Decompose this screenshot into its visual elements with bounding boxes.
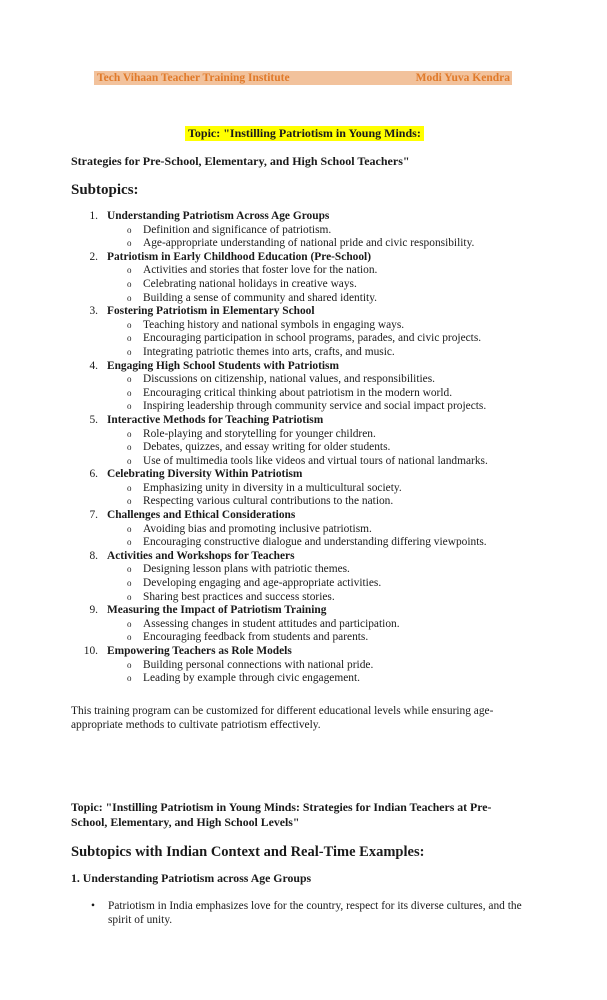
sub-item-text: Leading by example through civic engagement. bbox=[143, 672, 360, 685]
bullet-dot: • bbox=[91, 900, 95, 912]
sub-item-text: Building personal connections with national pride. bbox=[143, 658, 374, 671]
sub-item-text: Emphasizing unity in diversity in a multicultural society. bbox=[143, 481, 402, 494]
sub-bullet-icon: o bbox=[127, 442, 132, 453]
section-number: 1. bbox=[89, 210, 98, 222]
indian-context-subtopics-heading: Subtopics with Indian Context and Real-Time Examples: bbox=[71, 844, 425, 860]
sub-bullet-icon: o bbox=[127, 523, 132, 534]
outline-sub-item bbox=[0, 400, 607, 414]
sub-bullet-icon: o bbox=[127, 278, 132, 289]
section-title: Activities and Workshops for Teachers bbox=[107, 549, 295, 562]
outline-sub-item bbox=[0, 292, 607, 306]
sub-item-text: Debates, quizzes, and essay writing for older students. bbox=[143, 441, 391, 454]
outline-sub-item bbox=[0, 618, 607, 632]
section-title: Fostering Patriotism in Elementary School bbox=[107, 305, 315, 318]
sub-bullet-icon: o bbox=[127, 319, 132, 330]
section-heading: 1. Understanding Patriotism across Age Groups bbox=[71, 871, 312, 885]
sub-item-text: Encouraging constructive dialogue and understanding differing viewpoints. bbox=[143, 536, 487, 549]
sub-item-text: Celebrating national holidays in creative ways. bbox=[143, 277, 357, 290]
sub-item-text: Activities and stories that foster love for the nation. bbox=[143, 264, 378, 277]
outline-section bbox=[0, 210, 607, 224]
second-topic-title: Topic: "Instilling Patriotism in Young Minds: Strategies for Indian Teachers at Pre-School, Elementary, and High School Levels" bbox=[71, 800, 492, 829]
section-title: Patriotism in Early Childhood Education (Pre-School) bbox=[107, 250, 372, 263]
section-title: Empowering Teachers as Role Models bbox=[107, 645, 292, 657]
sub-bullet-icon: o bbox=[127, 224, 132, 235]
sub-bullet-icon: o bbox=[127, 591, 132, 602]
section-title: Understanding Patriotism Across Age Groups bbox=[107, 210, 330, 222]
section-number: 7. bbox=[89, 509, 98, 522]
header-organization-name: Modi Yuva Kendra bbox=[415, 72, 510, 84]
sub-bullet-icon: o bbox=[127, 428, 132, 439]
sub-bullet-icon: o bbox=[127, 496, 132, 507]
sub-item-text: Integrating patriotic themes into arts, crafts, and music. bbox=[143, 345, 395, 358]
outline-sub-item bbox=[0, 577, 607, 591]
sub-item-text: Definition and significance of patriotism. bbox=[143, 223, 332, 236]
sub-bullet-icon: o bbox=[127, 387, 132, 398]
topic-subtitle: Strategies for Pre-School, Elementary, and High School Teachers" bbox=[71, 154, 410, 168]
outline-section bbox=[0, 414, 607, 428]
outline-section bbox=[0, 550, 607, 564]
outline-sub-item bbox=[0, 563, 607, 577]
outline-sub-item bbox=[0, 672, 607, 686]
sub-bullet-icon: o bbox=[127, 632, 132, 643]
sub-bullet-icon: o bbox=[127, 578, 132, 589]
sub-item-text: Encouraging critical thinking about patriotism in the modern world. bbox=[143, 386, 453, 399]
outline-sub-item bbox=[0, 441, 607, 455]
section-number: 2. bbox=[89, 250, 98, 263]
sub-item-text: Use of multimedia tools like videos and virtual tours of national landmarks. bbox=[143, 454, 488, 467]
sub-bullet-icon: o bbox=[127, 455, 132, 466]
section-number: 8. bbox=[89, 549, 98, 562]
sub-item-text: Encouraging participation in school programs, parades, and civic projects. bbox=[143, 332, 482, 345]
sub-bullet-icon: o bbox=[127, 333, 132, 344]
outline-section bbox=[0, 468, 607, 482]
sub-bullet-icon: o bbox=[127, 238, 132, 249]
sub-item-text: Assessing changes in student attitudes and participation. bbox=[143, 617, 400, 630]
sub-item-text: Sharing best practices and success stories. bbox=[143, 590, 335, 603]
outline-sub-item bbox=[0, 224, 607, 238]
outline-section bbox=[0, 645, 607, 659]
sub-item-text: Developing engaging and age-appropriate activities. bbox=[143, 577, 382, 590]
outline-sub-item bbox=[0, 523, 607, 537]
outline-sub-item bbox=[0, 659, 607, 673]
sub-bullet-icon: o bbox=[127, 346, 132, 357]
topic-title-highlighted: Topic: "Instilling Patriotism in Young Minds: bbox=[185, 126, 424, 141]
subtopics-heading: Subtopics: bbox=[71, 182, 139, 198]
sub-bullet-icon: o bbox=[127, 401, 132, 412]
sub-item-text: Avoiding bias and promoting inclusive patriotism. bbox=[143, 522, 372, 535]
section-number: 3. bbox=[89, 305, 98, 318]
section-title: Measuring the Impact of Patriotism Training bbox=[107, 604, 327, 617]
outline-sub-item bbox=[0, 495, 607, 509]
outline-section bbox=[0, 604, 607, 618]
sub-bullet-icon: o bbox=[127, 659, 132, 670]
outline-sub-item bbox=[0, 482, 607, 496]
sub-item-text: Respecting various cultural contributions to the nation. bbox=[143, 495, 394, 508]
outline-sub-item bbox=[0, 373, 607, 387]
outline-sub-item bbox=[0, 455, 607, 469]
outline-sub-item bbox=[0, 319, 607, 333]
outline-sub-item bbox=[0, 536, 607, 550]
sub-item-text: Discussions on citizenship, national values, and responsibilities. bbox=[143, 373, 436, 386]
subtopics-outline bbox=[0, 210, 607, 686]
outline-sub-item bbox=[0, 428, 607, 442]
bullet-item bbox=[91, 899, 531, 927]
outline-section bbox=[0, 360, 607, 374]
outline-sub-item bbox=[0, 264, 607, 278]
outline-sub-item bbox=[0, 278, 607, 292]
outline-sub-item bbox=[0, 346, 607, 360]
sub-item-text: Building a sense of community and shared identity. bbox=[143, 291, 377, 304]
section-title: Celebrating Diversity Within Patriotism bbox=[107, 468, 303, 481]
section-number: 6. bbox=[89, 468, 98, 481]
sub-bullet-icon: o bbox=[127, 564, 132, 575]
section-number: 4. bbox=[89, 359, 98, 372]
outline-sub-item bbox=[0, 631, 607, 645]
section-number: 10. bbox=[83, 645, 98, 657]
section-number: 9. bbox=[89, 604, 98, 617]
outline-sub-item bbox=[0, 237, 607, 251]
outline-sub-item bbox=[0, 387, 607, 401]
outline-section bbox=[0, 509, 607, 523]
sub-item-text: Encouraging feedback from students and parents. bbox=[143, 631, 369, 644]
sub-item-text: Teaching history and national symbols in engaging ways. bbox=[143, 318, 405, 331]
sub-bullet-icon: o bbox=[127, 265, 132, 276]
outline-sub-item bbox=[0, 332, 607, 346]
sub-bullet-icon: o bbox=[127, 292, 132, 303]
sub-bullet-icon: o bbox=[127, 673, 132, 684]
outline-sub-item bbox=[0, 591, 607, 605]
sub-item-text: Age-appropriate understanding of national pride and civic responsibility. bbox=[143, 237, 475, 250]
section-title: Engaging High School Students with Patriotism bbox=[107, 359, 339, 372]
bullet-text: Patriotism in India emphasizes love for the country, respect for its diverse cultures, and the spirit of unity. bbox=[108, 900, 522, 926]
section-title: Interactive Methods for Teaching Patriotism bbox=[107, 413, 324, 426]
sub-bullet-icon: o bbox=[127, 618, 132, 629]
sub-item-text: Designing lesson plans with patriotic themes. bbox=[143, 563, 350, 576]
section-title: Challenges and Ethical Considerations bbox=[107, 509, 296, 522]
sub-item-text: Role-playing and storytelling for younger children. bbox=[143, 427, 376, 440]
sub-bullet-icon: o bbox=[127, 537, 132, 548]
section-number: 5. bbox=[89, 413, 98, 426]
sub-bullet-icon: o bbox=[127, 374, 132, 385]
sub-item-text: Inspiring leadership through community service and social impact projects. bbox=[143, 400, 487, 413]
sub-bullet-icon: o bbox=[127, 482, 132, 493]
closing-paragraph: This training program can be customized for different educational levels while ensuring age-appropriate methods to cultivate patriotism effectively. bbox=[71, 705, 494, 731]
outline-section bbox=[0, 305, 607, 319]
header-institute-name: Tech Vihaan Teacher Training Institute bbox=[97, 72, 290, 84]
outline-section bbox=[0, 251, 607, 265]
